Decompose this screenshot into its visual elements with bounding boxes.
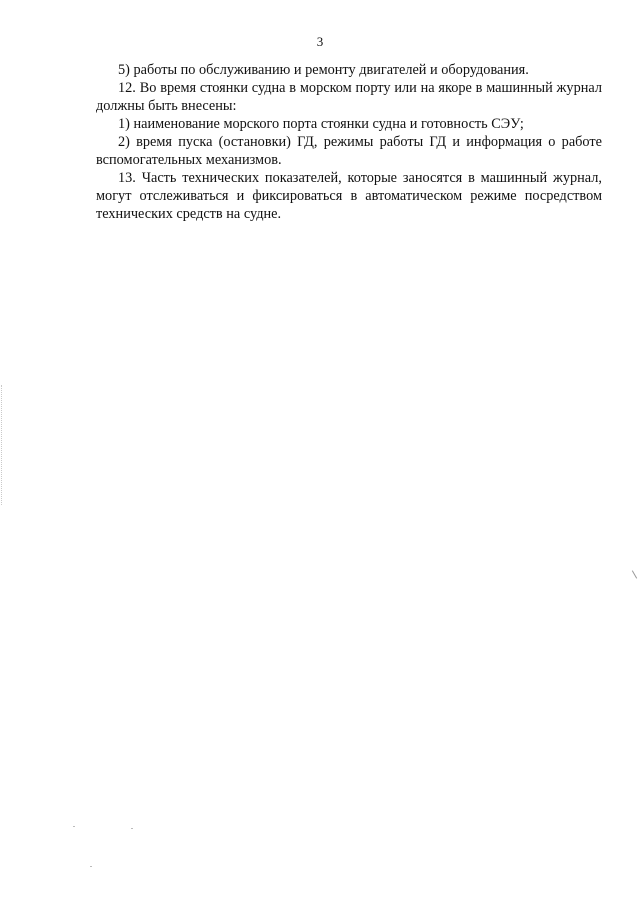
scan-speck xyxy=(90,866,92,867)
paragraph-section-13: 13. Часть технических показателей, которые заносятся в машинный журнал, могут отслеживаться и фиксироваться в автоматическом режиме посредством технических средств на судне. xyxy=(96,170,602,222)
document-body xyxy=(96,61,602,223)
paragraph-item-1: 1) наименование морского порта стоянки судна и готовность СЭУ; xyxy=(118,116,524,132)
paragraph-item-5: 5) работы по обслуживанию и ремонту двигателей и оборудования. xyxy=(118,62,529,78)
scan-edge-mark xyxy=(632,570,637,578)
scan-margin-artifact xyxy=(1,385,4,505)
paragraph-item-2: 2) время пуска (остановки) ГД, режимы работы ГД и информация о работе вспомогательных механизмов. xyxy=(96,134,602,168)
page-number: 3 xyxy=(316,34,324,49)
scan-speck xyxy=(73,826,75,827)
scan-speck xyxy=(131,828,133,829)
paragraph-section-12: 12. Во время стоянки судна в морском порту или на якоре в машинный журнал должны быть внесены: xyxy=(96,80,602,114)
